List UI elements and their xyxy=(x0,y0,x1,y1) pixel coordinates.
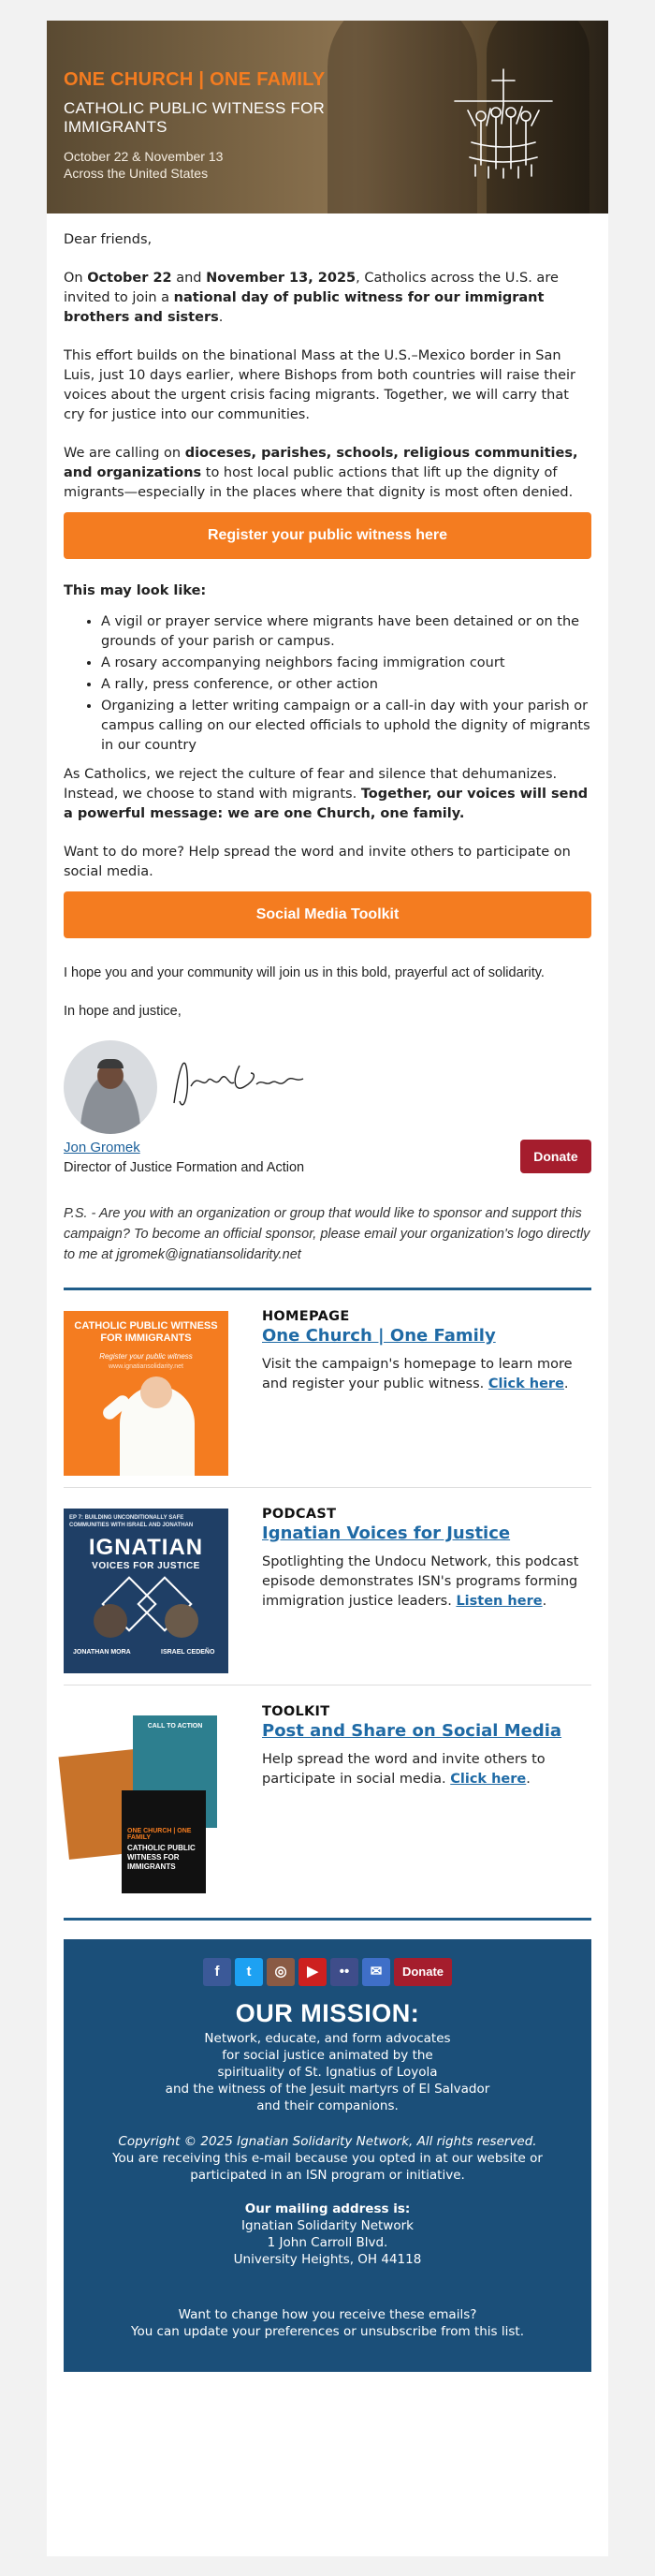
footer xyxy=(64,1939,591,2372)
greeting: Dear friends, xyxy=(64,232,153,247)
list-item: • Organizing a letter writing campaign or a call-in day with your parish or campus calling on our elected officials to uphold the dignity of migrants in our country xyxy=(101,697,591,756)
feature-category: TOOLKIT xyxy=(262,1704,330,1719)
feature-title-link[interactable]: Post and Share on Social Media xyxy=(262,1721,562,1741)
feature-category: HOMEPAGE xyxy=(262,1309,350,1324)
hero-date-text: October 22 & November 13 xyxy=(64,149,224,164)
signer-name-link[interactable]: Jon Gromek xyxy=(64,1140,140,1156)
podcast-thumbnail[interactable]: EP 7: BUILDING UNCONDITIONALLY SAFE COMMUNITIES WITH ISRAEL AND JONATHAN IGNATIAN VOICES FOR JUSTICE JONATHAN MORA ISRAEL CEDEÑO xyxy=(64,1509,228,1673)
feature-homepage xyxy=(64,1290,591,1487)
mailing-label: Our mailing address is: xyxy=(244,2201,411,2216)
ps-note: P.S. - Are you with an organization or group that would like to sponsor and support this campaign? To become an official sponsor, please email your organization's logo directly to me at jgromek@ignatiansolidarity.net xyxy=(64,1206,590,1262)
receiving-note: You are receiving this e-mail because you opted in at our website or participated in an ISN program or initiative. xyxy=(112,2151,543,2183)
unsubscribe-link[interactable]: You can update your preferences or unsubscribe from this list. xyxy=(130,2324,524,2339)
action-list xyxy=(64,612,591,756)
signature-block xyxy=(64,1040,591,1143)
intro-paragraph: On October 22 and November 13, 2025, Catholics across the U.S. are invited to join a national day of public witness for our immigrant brothers and sisters. xyxy=(64,271,559,325)
signer-title: Director of Justice Formation and Action xyxy=(64,1160,305,1175)
hope-paragraph: I hope you and your community will join us in this bold, prayerful act of solidarity. xyxy=(64,965,545,980)
mission-text: Network, educate, and form advocates for social justice animated by the spirituality of St. Ignatius of Loyola and the witness of the Jesuit martyrs of El Salvador and their companions. xyxy=(165,2031,490,2113)
listen-here-link[interactable]: Listen here xyxy=(456,1594,543,1609)
list-item: • A rosary accompanying neighbors facing immigration court xyxy=(101,654,591,673)
social-media-toolkit-button[interactable]: Social Media Toolkit xyxy=(64,891,591,938)
feature-podcast xyxy=(64,1488,591,1685)
footer-donate-button[interactable]: Donate xyxy=(394,1958,452,1986)
feature-description: Spotlighting the Undocu Network, this podcast episode demonstrates ISN's programs forming immigration justice leaders. Listen here. xyxy=(262,1554,579,1609)
email-icon[interactable]: ✉ xyxy=(362,1958,390,1986)
homepage-thumbnail[interactable]: CATHOLIC PUBLIC WITNESS FOR IMMIGRANTS Register your public witness www.ignatiansolidarity.net xyxy=(64,1311,228,1476)
divider xyxy=(64,1918,591,1921)
feature-category: PODCAST xyxy=(262,1507,337,1522)
handwritten-signature xyxy=(167,1045,307,1120)
closing-line: In hope and justice, xyxy=(64,1004,182,1019)
click-here-link[interactable]: Click here xyxy=(450,1772,527,1787)
feature-toolkit xyxy=(64,1685,591,1918)
facebook-icon[interactable]: f xyxy=(203,1958,231,1986)
context-paragraph: This effort builds on the binational Mass at the U.S.–Mexico border in San Luis, just 10 days earlier, where Bishops from both countries will raise their voices about the urgent crisis facing migrants. Together, we will carry that cry for justice into our communities. xyxy=(64,348,575,422)
mission-heading: OUR MISSION: xyxy=(235,1999,420,2027)
crowd-cross-logo-icon xyxy=(447,67,560,180)
call-paragraph: We are calling on dioceses, parishes, schools, religious communities, and organizations to host local public actions that lift up the dignity of migrants—especially in the places where that dignity is most often denied. xyxy=(64,446,578,500)
list-heading: This may look like: xyxy=(64,583,207,598)
stance-paragraph: As Catholics, we reject the culture of fear and silence that dehumanizes. Instead, we choose to stand with migrants. Together, our voices will send a powerful message: we are one Church, one family. xyxy=(64,767,589,821)
feature-description: Help spread the word and invite others to participate in social media. Click here. xyxy=(262,1752,546,1787)
diamond-pattern xyxy=(64,1576,228,1651)
list-item: • A rally, press conference, or other action xyxy=(101,675,591,695)
mailing-address: Ignatian Solidarity Network 1 John Carroll Blvd. University Heights, OH 44118 xyxy=(233,2218,422,2267)
feature-description: Visit the campaign's homepage to learn more and register your public witness. Click here. xyxy=(262,1357,573,1391)
flickr-icon[interactable]: •• xyxy=(330,1958,358,1986)
preferences-note: Want to change how you receive these emails? You can update your preferences or unsubscribe from this list. xyxy=(64,2306,591,2340)
copyright: Copyright © 2025 Ignatian Solidarity Network, All rights reserved. xyxy=(118,2134,537,2149)
hero-dates xyxy=(64,148,223,182)
youtube-icon[interactable]: ▶ xyxy=(298,1958,327,1986)
feature-title-link[interactable]: One Church | One Family xyxy=(262,1326,496,1346)
register-button[interactable]: Register your public witness here xyxy=(64,512,591,559)
click-here-link[interactable]: Click here xyxy=(488,1376,564,1391)
email-body xyxy=(47,21,608,2556)
feature-title-link[interactable]: Ignatian Voices for Justice xyxy=(262,1524,511,1543)
hero-kicker: ONE CHURCH | ONE FAMILY xyxy=(64,69,326,90)
hero-location: Across the United States xyxy=(64,166,209,181)
toolkit-thumbnail[interactable]: CALL TO ACTION ONE CHURCH | ONE FAMILY CATHOLIC PUBLIC WITNESS FOR IMMIGRANTS xyxy=(64,1706,228,1903)
list-item: • A vigil or prayer service where migrants have been detained or on the grounds of your parish or campus. xyxy=(101,612,591,652)
donate-button[interactable]: Donate xyxy=(520,1140,591,1173)
spread-paragraph: Want to do more? Help spread the word and invite others to participate on social media. xyxy=(64,845,571,879)
hero-title: CATHOLIC PUBLIC WITNESS FOR IMMIGRANTS xyxy=(64,99,326,136)
hero-banner[interactable] xyxy=(47,21,608,213)
social-icons xyxy=(64,1939,591,1986)
instagram-icon[interactable]: ◎ xyxy=(267,1958,295,1986)
avatar xyxy=(64,1040,157,1134)
twitter-icon[interactable]: t xyxy=(235,1958,263,1986)
